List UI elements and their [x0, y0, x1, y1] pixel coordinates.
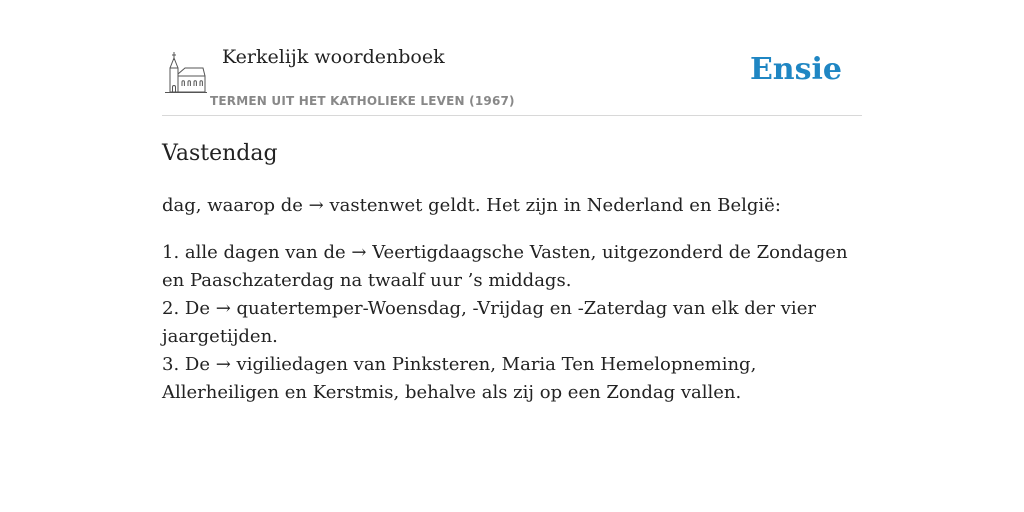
entry: [162, 138, 862, 407]
item-text: , uitgezonderd de Zondagen en Paaschzaterdag na twaalf uur ’s middags.: [162, 242, 848, 291]
cross-reference-link[interactable]: [309, 195, 423, 216]
cross-reference-link[interactable]: [216, 354, 348, 375]
link-text: vastenwet: [329, 195, 423, 216]
definition: [162, 192, 862, 220]
header: [162, 40, 862, 116]
list-item: [162, 351, 862, 407]
link-text: quatertemper-Woensdag: [236, 298, 462, 319]
book-title[interactable]: Kerkelijk woordenboek: [222, 46, 445, 68]
definition-text: geldt. Het zijn in Nederland en België:: [422, 195, 781, 216]
item-text: , -Vrijdag en -Zaterdag van elk der vier jaargetijden.: [162, 298, 816, 347]
item-text: van Pinksteren, Maria Ten Hemelopneming, Allerheiligen en Kerstmis, behalve als zij op een Zondag vallen.: [162, 354, 757, 403]
link-text: vigiliedagen: [236, 354, 348, 375]
definition-text: dag, waarop de: [162, 195, 309, 216]
arrow-icon: →: [308, 195, 324, 216]
church-icon: [165, 50, 207, 94]
arrow-icon: →: [215, 354, 231, 375]
book-subtitle: TERMEN UIT HET KATHOLIEKE LEVEN (1967): [210, 94, 515, 108]
item-text: 3. De: [162, 354, 216, 375]
cross-reference-link[interactable]: [351, 242, 590, 263]
cross-reference-link[interactable]: [216, 298, 461, 319]
item-text: 2. De: [162, 298, 216, 319]
list-item: [162, 295, 862, 351]
arrow-icon: →: [351, 242, 367, 263]
arrow-icon: →: [215, 298, 231, 319]
ensie-logo-link[interactable]: Ensie: [749, 52, 842, 87]
entry-title: Vastendag: [162, 141, 278, 166]
link-text: Veertigdaagsche Vasten: [372, 242, 591, 263]
item-text: 1. alle dagen van de: [162, 242, 352, 263]
list-item: [162, 239, 862, 295]
